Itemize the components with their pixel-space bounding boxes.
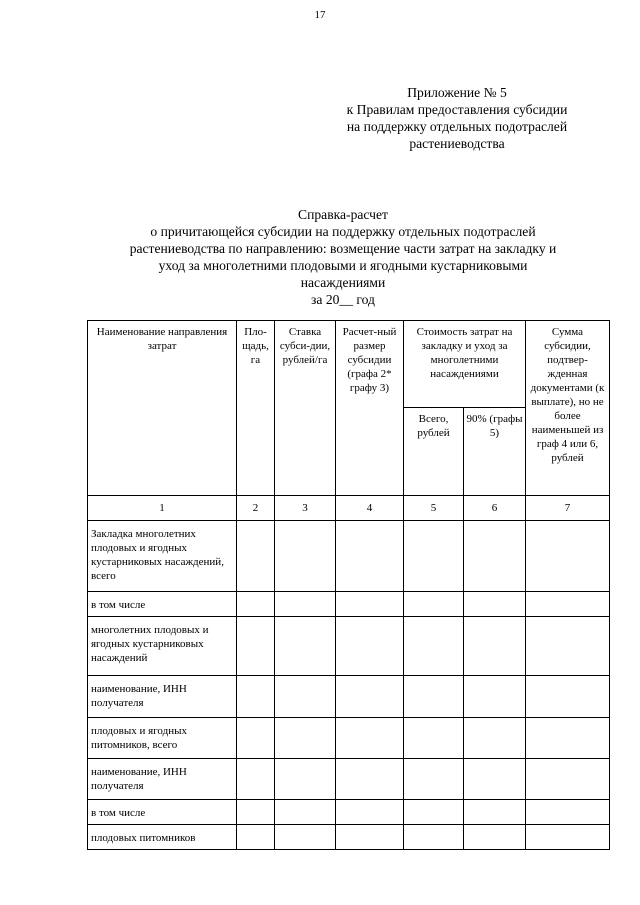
table-cell [526, 676, 610, 718]
table-cell [526, 825, 610, 850]
table-cell [464, 676, 526, 718]
table-cell [336, 676, 404, 718]
row-label: плодовых питомников [88, 825, 237, 850]
appendix-line: Приложение № 5 [407, 85, 507, 100]
table-cell [275, 825, 336, 850]
table-cell [464, 592, 526, 617]
title-line: Справка-расчет [298, 207, 388, 222]
table-row [88, 617, 610, 676]
table-cell [464, 617, 526, 676]
header-expense-direction: Наименование направления затрат [88, 321, 237, 496]
table-cell [237, 521, 275, 592]
column-number: 5 [404, 496, 464, 521]
column-number: 1 [88, 496, 237, 521]
row-label: Закладка многолетних плодовых и ягодных кустарниковых насаждений, всего [88, 521, 237, 592]
table-cell [464, 759, 526, 800]
column-number: 3 [275, 496, 336, 521]
table-cell [237, 592, 275, 617]
table-cell [237, 800, 275, 825]
table-cell [526, 592, 610, 617]
table-cell [336, 617, 404, 676]
table-cell [237, 718, 275, 759]
table-row [88, 825, 610, 850]
column-number: 4 [336, 496, 404, 521]
appendix-line: на поддержку отдельных подотраслей [346, 119, 568, 134]
header-total-rubles: Всего, рублей [404, 408, 464, 496]
table-cell [336, 718, 404, 759]
calculation-table [87, 320, 610, 850]
table-cell [404, 718, 464, 759]
page-number: 17 [314, 9, 326, 21]
table-cell [275, 759, 336, 800]
header-cost: Стоимость затрат на закладку и уход за многолетними насаждениями [404, 321, 526, 408]
table-cell [336, 759, 404, 800]
title-line: о причитающейся субсидии на поддержку отдельных подотраслей [150, 224, 536, 239]
table-cell [404, 521, 464, 592]
appendix-line: к Правилам предоставления субсидии [346, 102, 568, 117]
column-number: 7 [526, 496, 610, 521]
table-cell [464, 718, 526, 759]
table-cell [464, 825, 526, 850]
column-number: 2 [237, 496, 275, 521]
table-cell [237, 759, 275, 800]
title-line: насаждениями [300, 275, 386, 290]
table-cell [237, 825, 275, 850]
title-line: растениеводства по направлению: возмещение части затрат на закладку и [129, 241, 557, 256]
header-subsidy-rate: Ставка субси-дии, рублей/га [275, 321, 336, 496]
table-row [88, 521, 610, 592]
table-cell [404, 592, 464, 617]
appendix-line: растениеводства [409, 136, 505, 151]
table-cell [275, 521, 336, 592]
table-row [88, 800, 610, 825]
header-calculated-subsidy: Расчет-ный размер субсидии (графа 2* графу 3) [336, 321, 404, 496]
table-cell [336, 800, 404, 825]
table-cell [237, 617, 275, 676]
header-confirmed-subsidy: Сумма субсидии, подтвер-жденная документами (к выплате), но не более наименьшей из граф 4 или 6, рублей [526, 321, 610, 496]
row-label: многолетних плодовых и ягодных кустарниковых насаждений [88, 617, 237, 676]
header-area: Пло-щадь, га [237, 321, 275, 496]
table-cell [526, 521, 610, 592]
table-cell [526, 800, 610, 825]
title-line: за 20__ год [311, 292, 375, 307]
table-row [88, 676, 610, 718]
table-cell [464, 521, 526, 592]
table-cell [237, 676, 275, 718]
row-label: наименование, ИНН получателя [88, 759, 237, 800]
table-cell [336, 592, 404, 617]
column-number: 6 [464, 496, 526, 521]
table-cell [404, 617, 464, 676]
table-cell [526, 617, 610, 676]
document-title [90, 206, 596, 308]
table-cell [275, 592, 336, 617]
table-cell [275, 617, 336, 676]
table-row [88, 592, 610, 617]
row-label: в том числе [88, 800, 237, 825]
table-cell [404, 800, 464, 825]
table-cell [275, 800, 336, 825]
header-90-percent: 90% (графы 5) [464, 408, 526, 496]
table-cell [275, 676, 336, 718]
table-cell [526, 759, 610, 800]
title-line: уход за многолетними плодовыми и ягодными кустарниковыми [158, 258, 528, 273]
row-label: плодовых и ягодных питомников, всего [88, 718, 237, 759]
table-cell [464, 800, 526, 825]
table-row [88, 759, 610, 800]
table-cell [404, 759, 464, 800]
table-cell [336, 521, 404, 592]
appendix-note [330, 84, 584, 152]
table-cell [336, 825, 404, 850]
row-label: наименование, ИНН получателя [88, 676, 237, 718]
table-cell [526, 718, 610, 759]
table-row [88, 718, 610, 759]
table-cell [275, 718, 336, 759]
table-cell [404, 825, 464, 850]
table-cell [404, 676, 464, 718]
row-label: в том числе [88, 592, 237, 617]
